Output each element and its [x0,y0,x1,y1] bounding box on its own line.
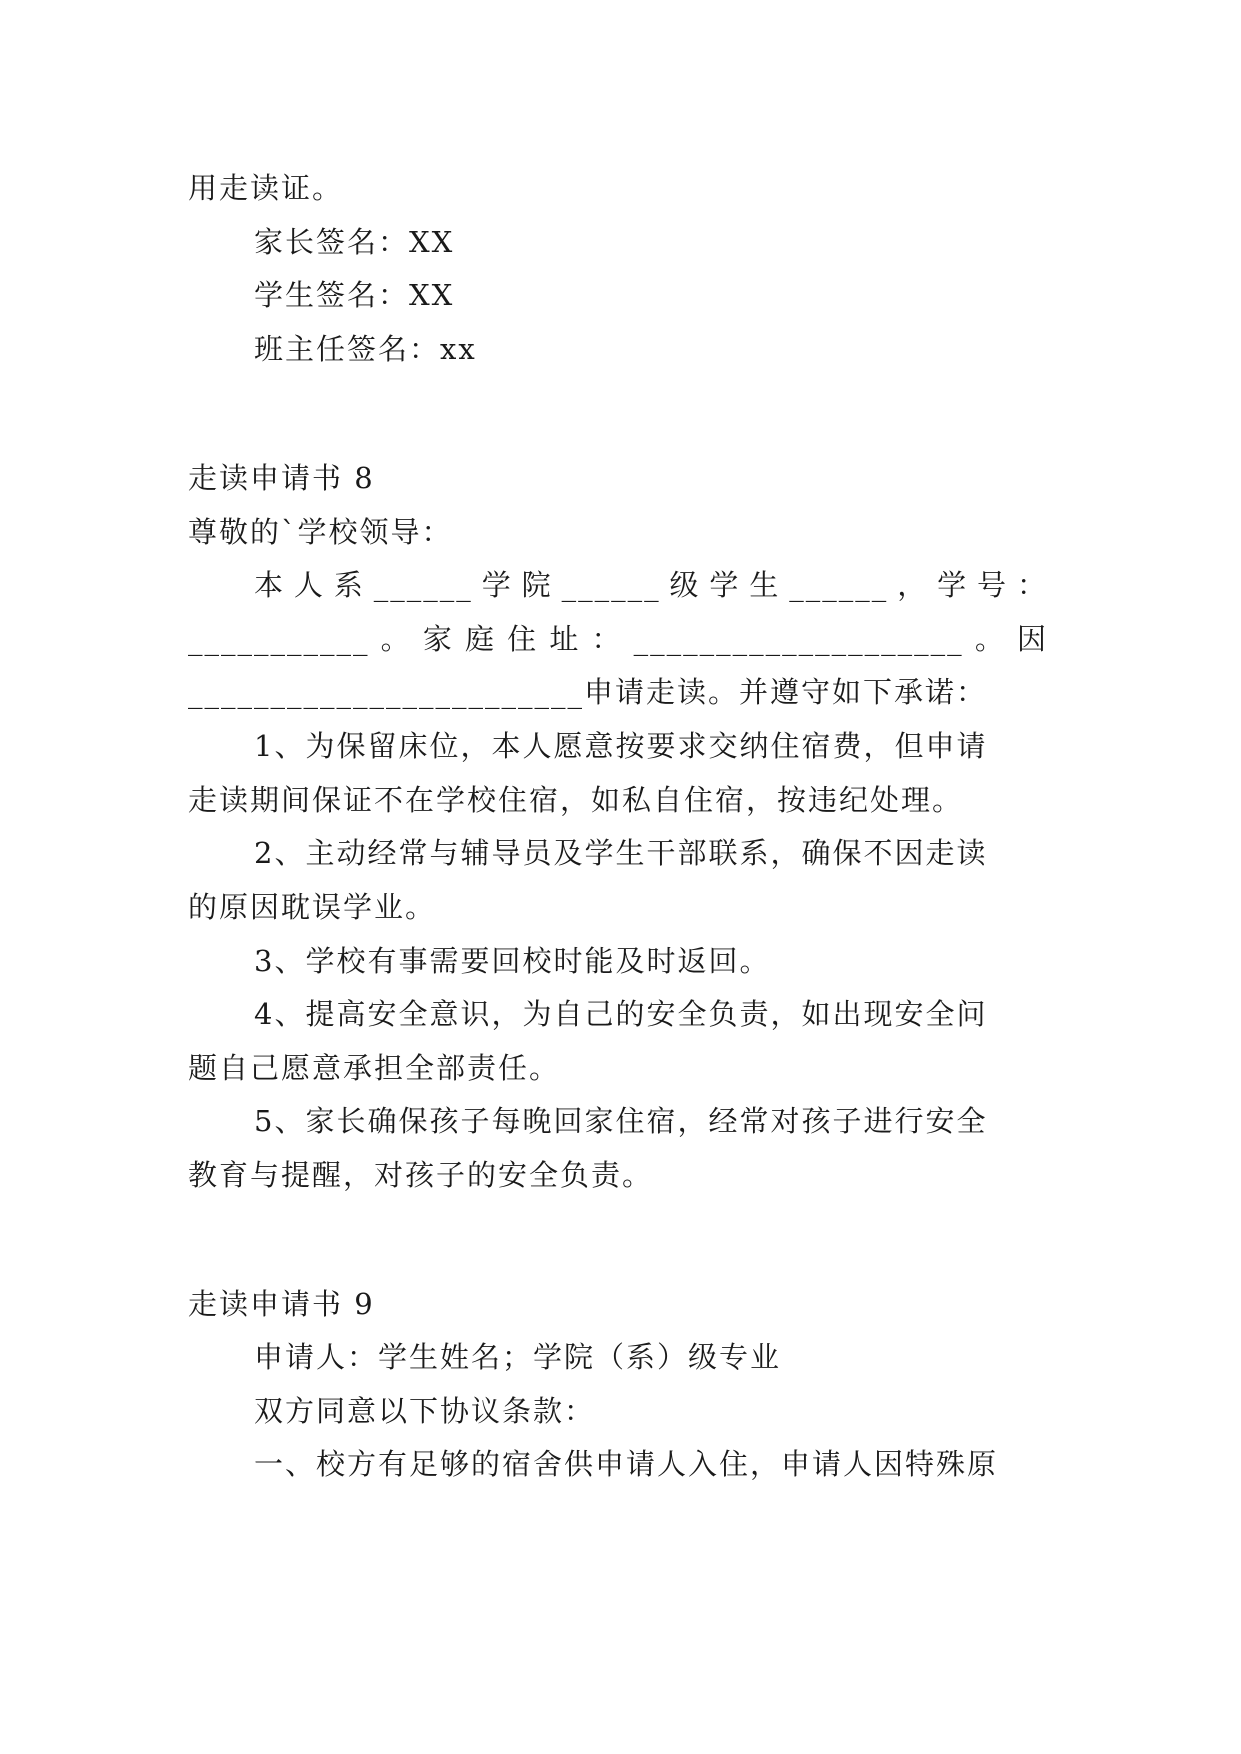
parent-signature: 家长签名：XX [254,225,455,259]
paragraph-line: 的原因耽误学业。 [188,890,437,924]
paragraph-line: 双方同意以下协议条款： [254,1394,596,1428]
paragraph-line: 3、学校有事需要回校时能及时返回。 [254,944,771,978]
paragraph-line: 教育与提醒，对孩子的安全负责。 [188,1158,654,1192]
paragraph-line: 申请人：学生姓名；学院（系）级专业 [254,1340,782,1374]
paragraph-line: 走读期间保证不在学校住宿，如私自住宿，按违纪处理。 [188,783,964,817]
form-line: 本人系______学院______级学生______，学号： [254,568,1048,602]
paragraph-line: 一、校方有足够的宿舍供申请人入住，申请人因特殊原 [254,1447,999,1481]
section-heading: 走读申请书 9 [188,1287,375,1321]
paragraph-line: 5、家长确保孩子每晚回家住宿，经常对孩子进行安全 [254,1104,988,1138]
paragraph-line: 1、为保留床位，本人愿意按要求交纳住宿费，但申请 [254,729,988,763]
salutation: 尊敬的`学校领导： [188,515,453,549]
section-heading: 走读申请书 8 [188,461,375,495]
text-line: 用走读证。 [188,171,344,205]
form-line: ___________。家庭住址：____________________。因 [188,622,1048,656]
teacher-signature: 班主任签名：xx [254,332,477,366]
paragraph-line: 2、主动经常与辅导员及学生干部联系，确保不因走读 [254,836,988,870]
form-line: ________________________申请走读。并遵守如下承诺： [188,675,988,709]
paragraph-line: 4、提高安全意识，为自己的安全负责，如出现安全问 [254,997,988,1031]
paragraph-line: 题自己愿意承担全部责任。 [188,1051,561,1085]
student-signature: 学生签名：XX [254,278,455,312]
